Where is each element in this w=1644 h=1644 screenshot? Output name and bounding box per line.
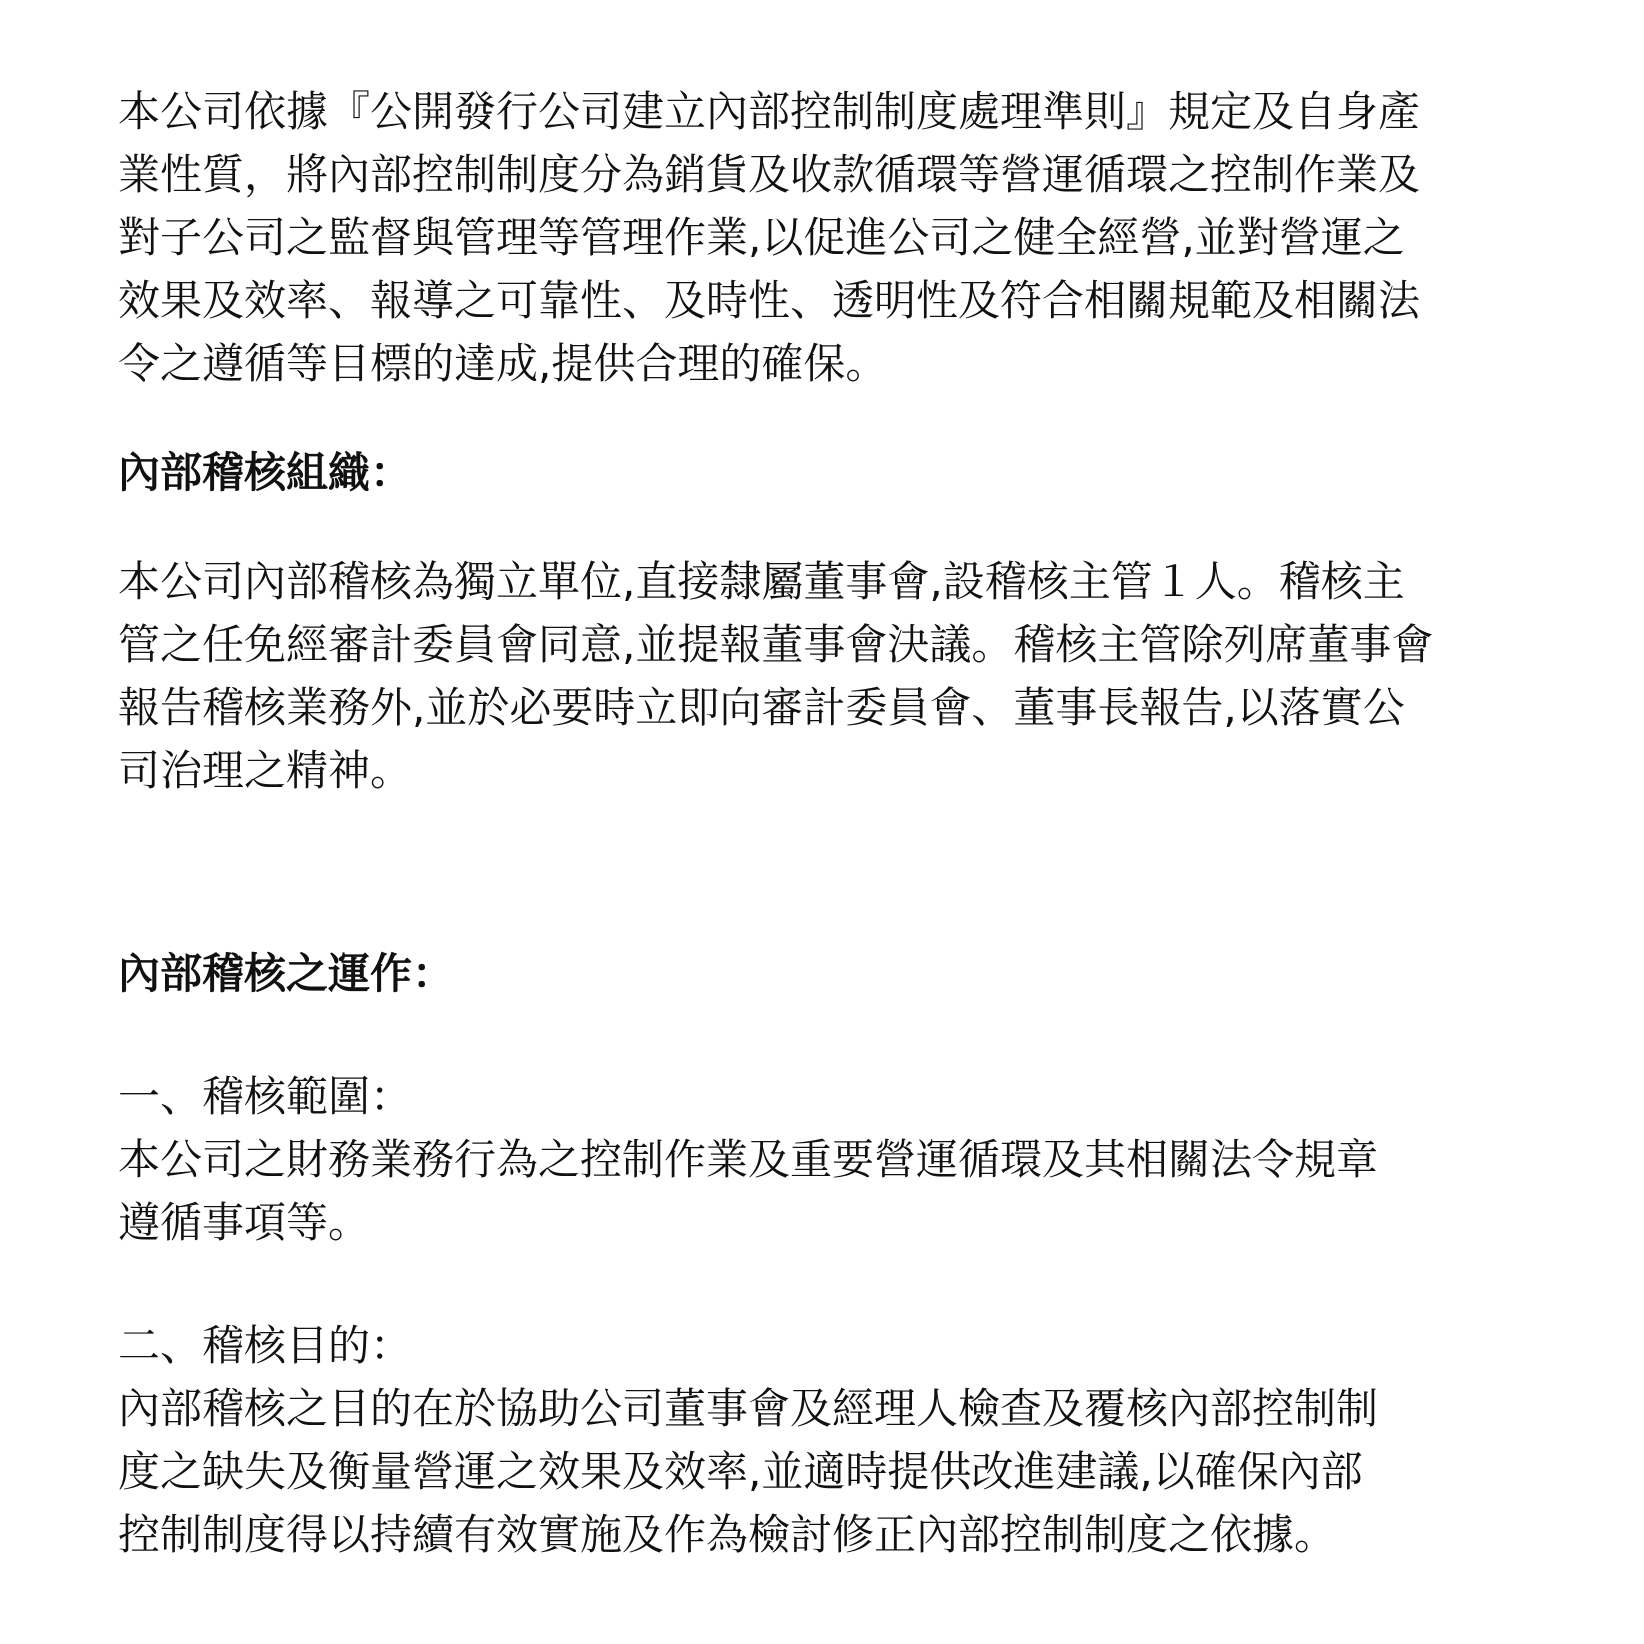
organization-line: 司治理之精神。: [118, 746, 413, 795]
intro-line: 本公司依據『公開發行公司建立內部控制制度處理準則』規定及自身產: [118, 87, 1421, 136]
purpose-line: 控制制度得以持續有效實施及作為檢討修正內部控制制度之依據。: [118, 1510, 1337, 1559]
purpose-section: [118, 1314, 1538, 1566]
purpose-line: 內部稽核之目的在於協助公司董事會及經理人檢查及覆核內部控制制: [118, 1384, 1379, 1433]
intro-line: 業性質，將內部控制制度分為銷貨及收款循環等營運循環之控制作業及: [118, 150, 1421, 199]
spacer: [118, 1254, 1538, 1314]
spacer: [118, 1005, 1538, 1065]
organization-line: 報告稽核業務外,並於必要時立即向審計委員會、董事長報告,以落實公: [118, 683, 1405, 732]
scope-section: [118, 1065, 1538, 1254]
scope-title: 一、稽核範圍：: [118, 1072, 413, 1121]
purpose-line: 度之缺失及衡量營運之效果及效率,並適時提供改進建議,以確保內部: [118, 1447, 1363, 1496]
scope-line: 遵循事項等。: [118, 1198, 371, 1247]
intro-paragraph: [118, 80, 1538, 395]
document-body: [118, 80, 1538, 1566]
operation-heading: 內部稽核之運作：: [118, 949, 455, 998]
spacer: [118, 802, 1538, 942]
organization-line: 管之任免經審計委員會同意,並提報董事會決議。稽核主管除列席董事會: [118, 620, 1434, 669]
organization-paragraph: [118, 550, 1538, 802]
purpose-title: 二、稽核目的：: [118, 1321, 413, 1370]
organization-heading: 內部稽核組織：: [118, 448, 413, 497]
intro-line: 對子公司之監督與管理等管理作業,以促進公司之健全經營,並對營運之: [118, 213, 1405, 262]
organization-line: 本公司內部稽核為獨立單位,直接隸屬董事會,設稽核主管１人。稽核主: [118, 557, 1405, 606]
scope-line: 本公司之財務業務行為之控制作業及重要營運循環及其相關法令規章: [118, 1135, 1379, 1184]
intro-line: 效果及效率、報導之可靠性、及時性、透明性及符合相關規範及相關法: [118, 276, 1421, 325]
intro-line: 令之遵循等目標的達成,提供合理的確保。: [118, 339, 888, 388]
spacer: [118, 504, 1538, 550]
spacer: [118, 395, 1538, 441]
